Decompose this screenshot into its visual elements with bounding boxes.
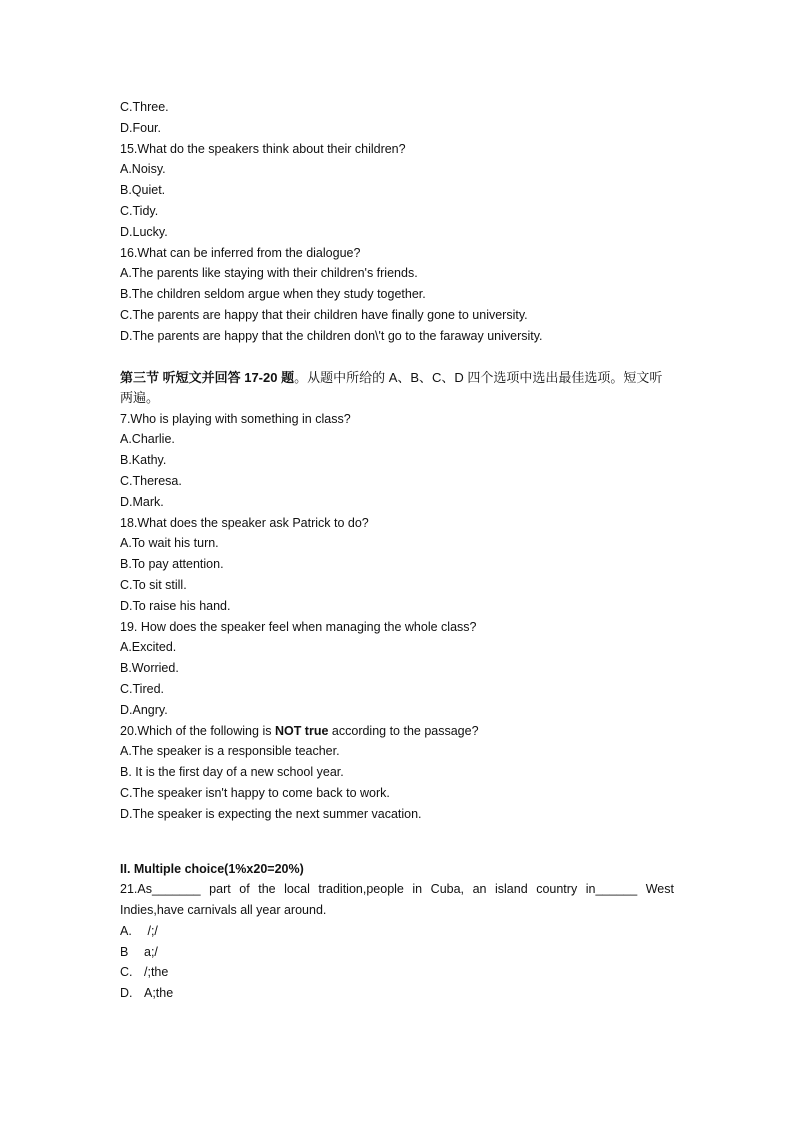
q21-word: the [258,882,276,897]
q17-option-b: B.Kathy. [120,453,167,468]
q18-question: 18.What does the speaker ask Patrick to do? [120,515,369,530]
q15-option-b: B.Quiet. [120,183,166,198]
q21-question-line1 [120,879,674,900]
q15-option-d: D.Lucky. [120,224,168,239]
q21-word: 21.As_______ [120,882,201,897]
q20-option-b: B. It is the first day of a new school year. [120,765,344,780]
option-letter: B [120,944,129,959]
q19-option-d: D.Angry. [120,702,168,717]
q16-question: 16.What can be inferred from the dialogue? [120,245,361,260]
q16-option-d: D.The parents are happy that the children don\'t go to the faraway university. [120,328,543,343]
spacer [120,347,674,368]
page-content [120,97,674,1004]
q20-question-start: 20.Which of the following is [120,723,275,738]
q17-option-d: D.Mark. [120,494,164,509]
q21-word: island [495,882,528,897]
part2-heading: II. Multiple choice(1%x20=20%) [120,861,304,876]
option-text: /;the [144,965,169,980]
q20-option-c: C.The speaker isn't happy to come back to work. [120,785,390,800]
q21-word: part [209,882,231,897]
q19-option-a: A.Excited. [120,640,177,655]
q18-option-b: B.To pay attention. [120,557,224,572]
q15-question: 15.What do the speakers think about their children? [120,141,406,156]
q17-option-a: A.Charlie. [120,432,175,447]
q21-word: in______ [585,882,638,897]
spacer [120,825,674,859]
q20-question-end: according to the passage? [328,723,479,738]
q21-word: country [536,882,578,897]
q21-option-d [120,983,674,1004]
section3-heading [120,368,674,409]
q18-option-d: D.To raise his hand. [120,598,231,613]
q21-question-line2: Indies,have carnivals all year around. [120,903,327,918]
option-letter: D. [120,986,133,1001]
q21-word: Cuba, [430,882,465,897]
q20-option-a: A.The speaker is a responsible teacher. [120,744,340,759]
q16-option-b: B.The children seldom argue when they study together. [120,287,426,302]
option-text: a;/ [144,944,158,959]
q21-option-b [120,942,674,963]
q20-option-d: D.The speaker is expecting the next summer vacation. [120,806,422,821]
q17-option-c: C.Theresa. [120,473,182,488]
q18-option-a: A.To wait his turn. [120,536,219,551]
q21-option-a [120,921,674,942]
q21-word: tradition,people [318,882,404,897]
q15-option-a: A.Noisy. [120,162,166,177]
option-text: /;/ [144,923,158,938]
q21-word: of [239,882,250,897]
q15-option-c: C.Tidy. [120,203,159,218]
q16-option-c: C.The parents are happy that their children have finally gone to university. [120,307,528,322]
q20-question [120,721,674,742]
q14-option-c: C.Three. [120,100,169,114]
q21-option-c [120,962,674,983]
q20-question-emphasis: NOT true [274,723,329,738]
option-letter: C. [120,965,133,980]
q21-word: an [472,882,487,897]
q21-word: local [284,882,310,897]
option-letter: A. [120,923,132,938]
q17-question: 7.Who is playing with something in class? [120,411,351,426]
section3-heading-instructions: 。从题中所给的 A、B、C、D 四个选项中选出最佳选项。短文听两遍。 [120,369,663,406]
q21-word: in [412,882,423,897]
section3-heading-bold: 第三节 听短文并回答 17-20 题 [120,369,295,385]
q16-option-a: A.The parents like staying with their children's friends. [120,266,418,281]
q19-option-b: B.Worried. [120,661,179,676]
q19-option-c: C.Tired. [120,681,164,696]
q18-option-c: C.To sit still. [120,577,187,592]
q14-option-d: D.Four. [120,120,161,135]
q19-question: 19. How does the speaker feel when managing the whole class? [120,619,477,634]
option-text: A;the [144,986,174,1001]
q21-word: West [645,882,674,897]
